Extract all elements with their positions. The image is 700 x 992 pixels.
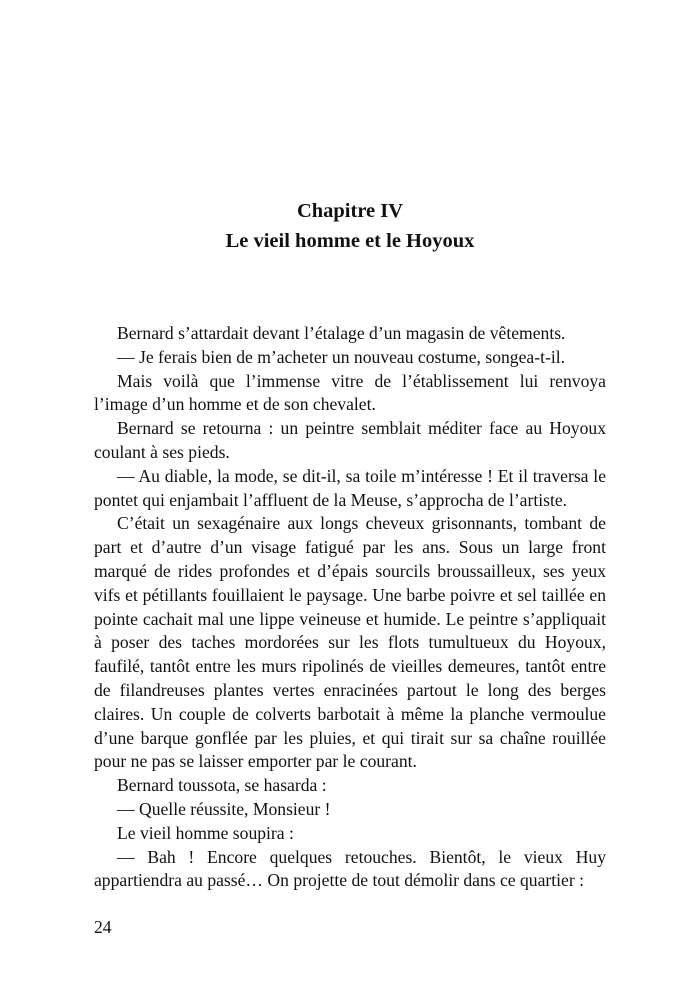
paragraph: Le vieil homme soupira :	[117, 822, 294, 843]
paragraph: — Au diable, la mode, se dit-il, sa toile m’intéresse ! Et il traversa le pontet qui enjambait l’affluent de la Meuse, s’approcha de l’artiste.	[94, 465, 606, 510]
chapter-title: Le vieil homme et le Hoyoux	[225, 230, 475, 252]
chapter-number: Chapitre IV	[296, 200, 404, 222]
paragraph: — Quelle réussite, Monsieur !	[117, 798, 331, 819]
paragraph: C’était un sexagénaire aux longs cheveux grisonnants, tombant de part et d’autre d’un visage fatigué par les ans. Sous un large front marqué de rides profondes et d’épais sourcils broussailleux, ses yeux vifs et pétillants fouillaient le paysage. Une barbe poivre et sel taillée en pointe cachait mal une lippe veineuse et humide. Le peintre s’appliquait à poser des taches mordorées sur les flots tumultueux du Hoyoux, faufilé, tantôt entre les murs ripolinés de vieilles demeures, tantôt entre de filandreuses plantes vertes enracinées partout le long des berges claires. Un couple de colverts barbotait à même la planche vermoulue d’une barque gonflée par les pluies, et qui tirait sur sa chaîne rouillée pour ne pas se laisser emporter par le courant.	[94, 513, 606, 772]
paragraph: Bernard se retourna : un peintre semblait méditer face au Hoyoux coulant à ses pieds.	[94, 418, 606, 462]
page-number: 24	[94, 917, 112, 937]
chapter-heading	[0, 196, 700, 256]
paragraph: — Je ferais bien de m’acheter un nouveau costume, songea-t-il.	[117, 346, 565, 367]
paragraph: Bernard s’attardait devant l’étalage d’un magasin de vêtements.	[117, 323, 566, 343]
body-text	[94, 322, 606, 893]
paragraph: Mais voilà que l’immense vitre de l’établissement lui renvoya l’image d’un homme et de son chevalet.	[94, 370, 606, 415]
paragraph: — Bah ! Encore quelques retouches. Bientôt, le vieux Huy appartiendra au passé… On projette de tout démolir dans ce quartier :	[94, 846, 606, 891]
paragraph: Bernard toussota, se hasarda :	[117, 775, 327, 796]
